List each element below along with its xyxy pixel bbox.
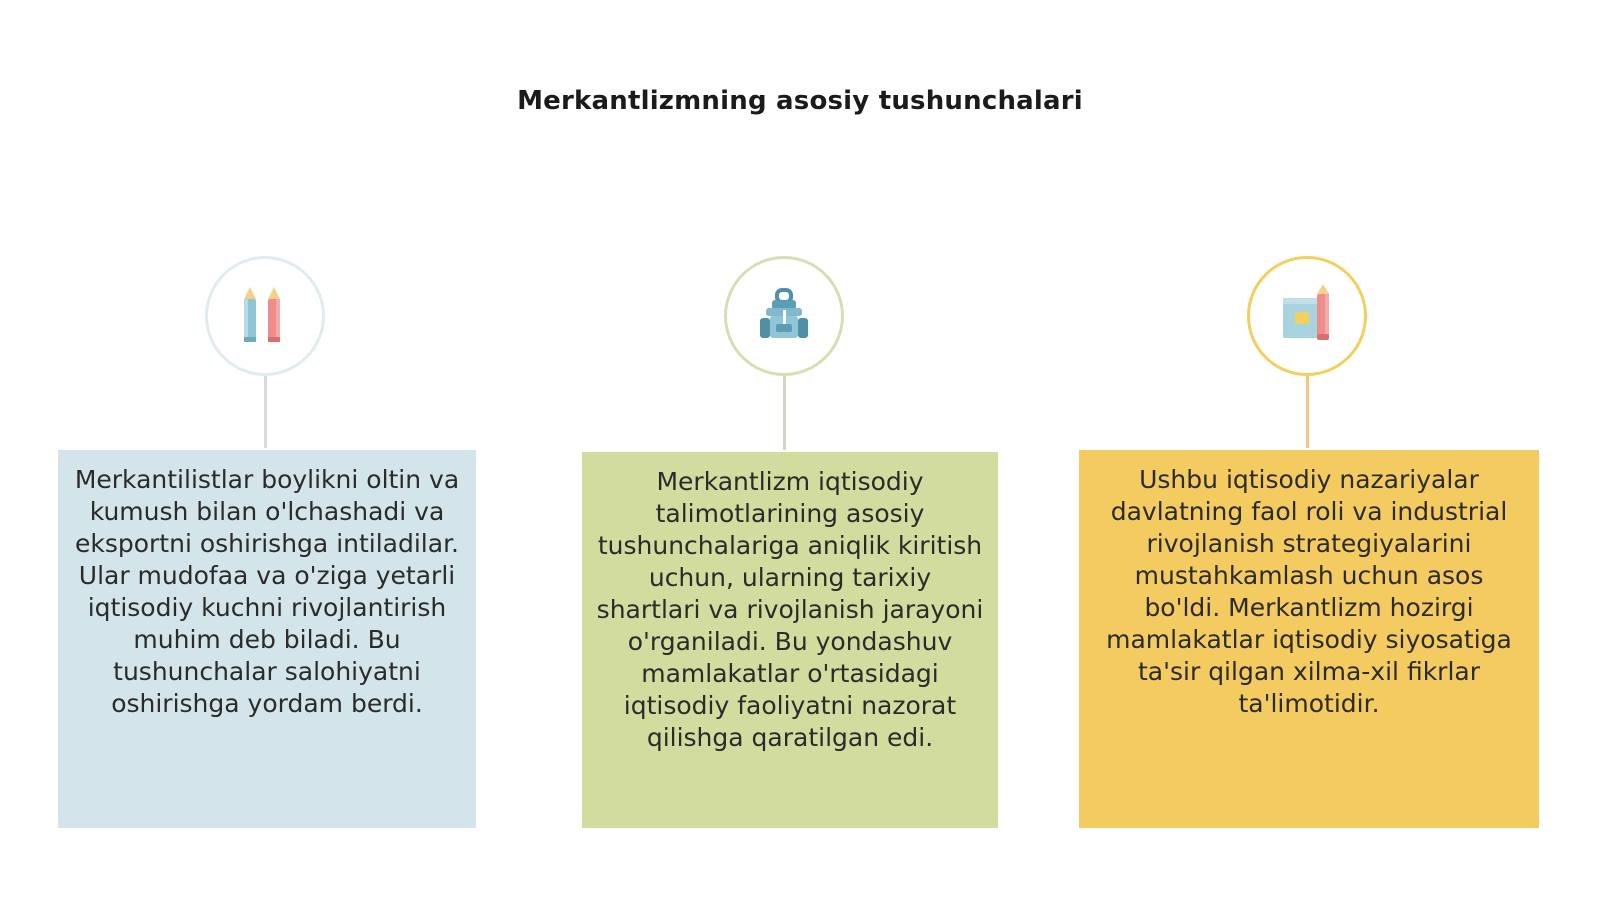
icon-circle-1 bbox=[205, 256, 325, 376]
icon-circle-2 bbox=[724, 256, 844, 376]
page-title: Merkantlizmning asosiy tushunchalari bbox=[517, 86, 1083, 116]
concept-card-3 bbox=[1079, 450, 1539, 828]
connector-line-3 bbox=[1306, 376, 1309, 448]
concept-card-text: Merkantilistlar boylikni oltin va kumush bilan o'lchashadi va eksportni oshirishga intiladilar. Ular mudofaa va o'ziga yetarli iqtisodiy kuchni rivojlantirish muhim deb biladi. Bu tushunchalar salohiyatni oshirishga yordam berdi. bbox=[74, 465, 460, 718]
connector-line-2 bbox=[783, 376, 786, 450]
concept-card-2 bbox=[582, 452, 998, 828]
backpack-icon bbox=[752, 284, 816, 348]
concept-card-text: Merkantlizm iqtisodiy talimotlarining asosiy tushunchalariga aniqlik kiritish uchun, ularning tarixiy shartlari va rivojlanish jarayoni o'rganiladi. Bu yondashuv mamlakatlar o'rtasidagi iqtisodiy faoliyatni nazorat qilishga qaratilgan edi. bbox=[596, 467, 984, 752]
notebook-pencil-icon bbox=[1275, 284, 1339, 348]
concept-card-1 bbox=[58, 450, 476, 828]
connector-line-1 bbox=[264, 376, 267, 448]
icon-circle-3 bbox=[1247, 256, 1367, 376]
pencils-icon bbox=[235, 281, 295, 351]
concept-card-text: Ushbu iqtisodiy nazariyalar davlatning faol roli va industrial rivojlanish strategiyalarini mustahkamlash uchun asos bo'ldi. Merkantlizm hozirgi mamlakatlar iqtisodiy siyosatiga ta'sir qilgan xilma-xil fikrlar ta'limotidir. bbox=[1106, 465, 1512, 718]
